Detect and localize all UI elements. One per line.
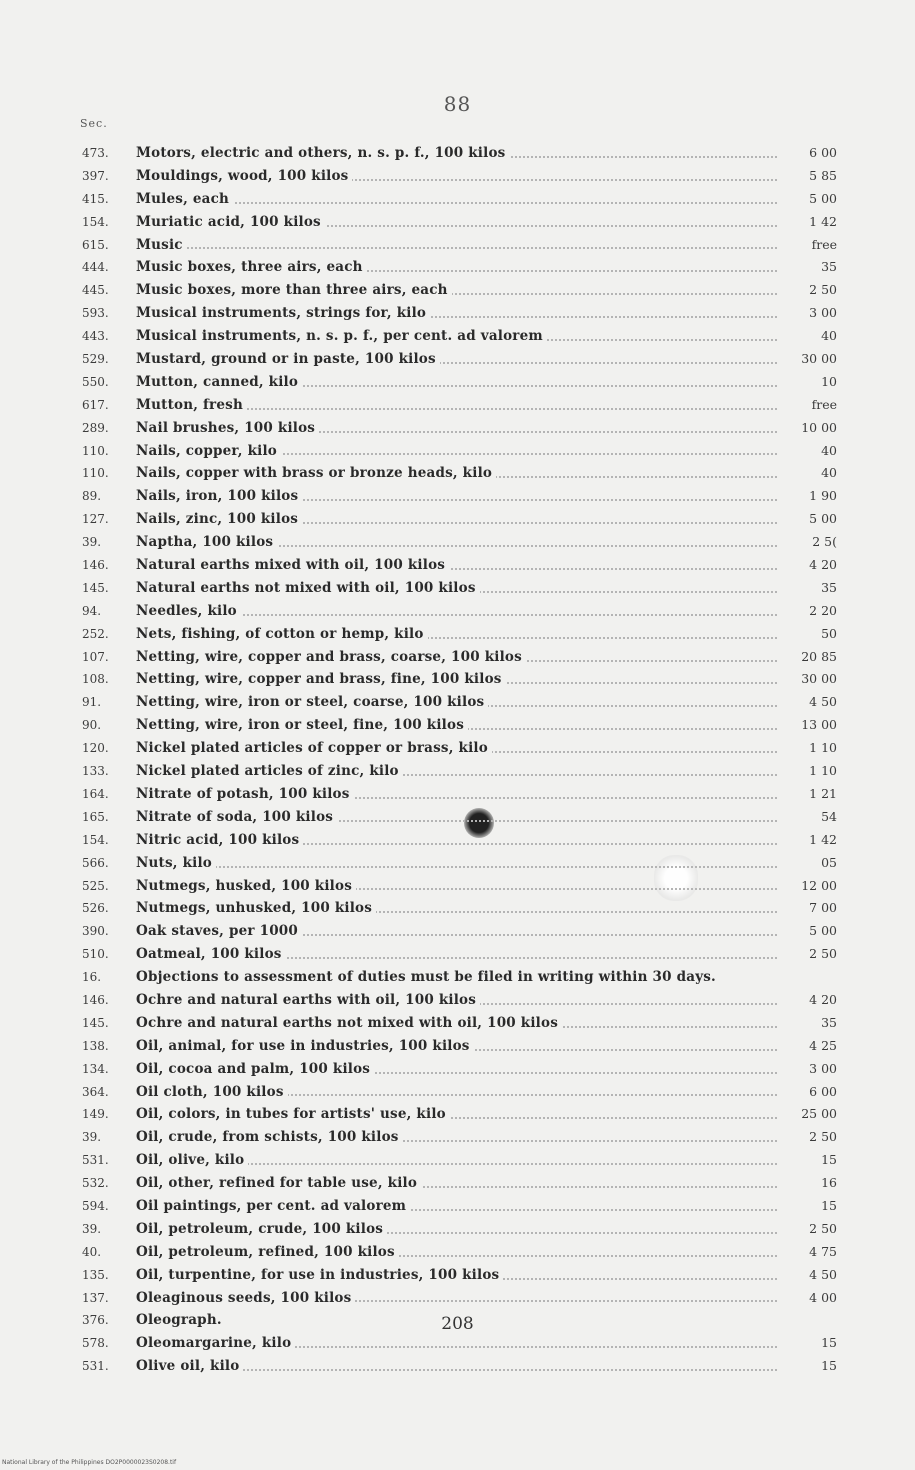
tariff-entry-row bbox=[0, 1264, 915, 1287]
entry-duty-rate: 13 00 bbox=[777, 714, 837, 737]
tariff-entry-row bbox=[0, 394, 915, 417]
entry-description bbox=[136, 1264, 833, 1287]
entry-section-number: 526. bbox=[82, 901, 109, 916]
entry-description-text: Natural earths not mixed with oil, 100 kilos bbox=[136, 580, 480, 596]
entry-section-number: 39. bbox=[82, 535, 102, 550]
entry-description-text: Nails, iron, 100 kilos bbox=[136, 488, 302, 504]
entry-description-text: Mouldings, wood, 100 kilos bbox=[136, 168, 352, 184]
entry-description-text: Music boxes, three airs, each bbox=[136, 259, 367, 275]
entry-duty-rate: 2 5( bbox=[777, 531, 837, 554]
entry-description-text: Netting, wire, iron or steel, fine, 100 kilos bbox=[136, 717, 468, 733]
entry-duty-rate: 40 bbox=[777, 462, 837, 485]
entry-description bbox=[136, 1172, 833, 1195]
tariff-entry-row bbox=[0, 531, 915, 554]
entry-duty-rate: 35 bbox=[777, 1012, 837, 1035]
entry-section-number: 566. bbox=[82, 855, 109, 870]
entry-section-number: 617. bbox=[82, 397, 109, 412]
entry-duty-rate: 2 50 bbox=[777, 943, 837, 966]
tariff-entry-row bbox=[0, 508, 915, 531]
entry-duty-rate: 3 00 bbox=[777, 1058, 837, 1081]
entry-description bbox=[136, 1035, 833, 1058]
entry-section-number: 415. bbox=[82, 191, 109, 206]
entry-duty-rate: 2 50 bbox=[777, 1218, 837, 1241]
entry-description-text: Nickel plated articles of zinc, kilo bbox=[136, 763, 403, 779]
entry-section-number: 40. bbox=[82, 1244, 102, 1259]
entry-duty-rate: 4 50 bbox=[777, 1264, 837, 1287]
entry-description bbox=[136, 165, 833, 188]
entry-description-text: Oil, cocoa and palm, 100 kilos bbox=[136, 1061, 374, 1077]
entry-description-text: Nets, fishing, of cotton or hemp, kilo bbox=[136, 626, 428, 642]
entry-description-text: Needles, kilo bbox=[136, 603, 241, 619]
entry-section-number: 138. bbox=[82, 1038, 109, 1053]
entry-duty-rate: 40 bbox=[777, 325, 837, 348]
entry-description bbox=[136, 714, 833, 737]
entry-section-number: 16. bbox=[82, 970, 102, 985]
entry-description-text: Netting, wire, iron or steel, coarse, 100 kilos bbox=[136, 694, 488, 710]
tariff-entry-row bbox=[0, 348, 915, 371]
tariff-entry-list bbox=[0, 142, 915, 1378]
entry-section-number: 137. bbox=[82, 1290, 109, 1305]
entry-duty-rate: 35 bbox=[777, 577, 837, 600]
tariff-entry-row bbox=[0, 875, 915, 898]
entry-duty-rate: 1 90 bbox=[777, 485, 837, 508]
entry-section-number: 89. bbox=[82, 489, 102, 504]
tariff-entry-row bbox=[0, 302, 915, 325]
entry-description-text: Oleomargarine, kilo bbox=[136, 1335, 295, 1351]
entry-section-number: 594. bbox=[82, 1198, 109, 1213]
tariff-entry-row bbox=[0, 1287, 915, 1310]
entry-description-text: Musical instruments, strings for, kilo bbox=[136, 305, 430, 321]
entry-description-text: Netting, wire, copper and brass, coarse, 100 kilos bbox=[136, 649, 526, 665]
entry-duty-rate: 1 21 bbox=[777, 783, 837, 806]
tariff-entry-row bbox=[0, 806, 915, 829]
entry-description bbox=[136, 508, 833, 531]
entry-description-text: Nutmegs, unhusked, 100 kilos bbox=[136, 900, 376, 916]
entry-description-text: Oil cloth, 100 kilos bbox=[136, 1084, 288, 1100]
tariff-entry-row bbox=[0, 1172, 915, 1195]
entry-description-text: Oil, turpentine, for use in industries, 100 kilos bbox=[136, 1267, 503, 1283]
tariff-entry-row bbox=[0, 1081, 915, 1104]
entry-duty-rate: 30 00 bbox=[777, 348, 837, 371]
entry-duty-rate: 1 42 bbox=[777, 829, 837, 852]
entry-duty-rate: 30 00 bbox=[777, 668, 837, 691]
entry-section-number: 578. bbox=[82, 1336, 109, 1351]
tariff-entry-row bbox=[0, 485, 915, 508]
entry-description-text: Oatmeal, 100 kilos bbox=[136, 946, 286, 962]
entry-description-text: Oleaginous seeds, 100 kilos bbox=[136, 1290, 355, 1306]
entry-description bbox=[136, 1309, 833, 1332]
entry-description-text: Muriatic acid, 100 kilos bbox=[136, 214, 325, 230]
entry-description-text: Mutton, canned, kilo bbox=[136, 374, 302, 390]
entry-duty-rate: 50 bbox=[777, 623, 837, 646]
entry-description-text: Oil, colors, in tubes for artists' use, kilo bbox=[136, 1106, 450, 1122]
entry-description bbox=[136, 577, 833, 600]
tariff-entry-row bbox=[0, 920, 915, 943]
entry-description bbox=[136, 394, 833, 417]
tariff-entry-row bbox=[0, 943, 915, 966]
tariff-entry-row bbox=[0, 897, 915, 920]
entry-section-number: 110. bbox=[82, 443, 109, 458]
entry-description bbox=[136, 1103, 833, 1126]
entry-duty-rate: 4 75 bbox=[777, 1241, 837, 1264]
entry-description-text: Nails, copper with brass or bronze heads, kilo bbox=[136, 465, 496, 481]
entry-section-number: 145. bbox=[82, 580, 109, 595]
entry-section-number: 397. bbox=[82, 168, 109, 183]
entry-description-text: Nails, zinc, 100 kilos bbox=[136, 511, 302, 527]
entry-duty-rate: 1 10 bbox=[777, 760, 837, 783]
entry-description bbox=[136, 462, 833, 485]
entry-description-text: Netting, wire, copper and brass, fine, 100 kilos bbox=[136, 671, 506, 687]
entry-description-text: Olive oil, kilo bbox=[136, 1358, 243, 1374]
entry-section-number: 39. bbox=[82, 1221, 102, 1236]
entry-duty-rate: 15 bbox=[777, 1195, 837, 1218]
entry-description bbox=[136, 440, 833, 463]
entry-description-text: Nickel plated articles of copper or brass, kilo bbox=[136, 740, 492, 756]
entry-section-number: 90. bbox=[82, 718, 102, 733]
tariff-entry-row bbox=[0, 417, 915, 440]
entry-section-number: 252. bbox=[82, 626, 109, 641]
entry-section-number: 91. bbox=[82, 695, 102, 710]
entry-section-number: 289. bbox=[82, 420, 109, 435]
entry-description bbox=[136, 623, 833, 646]
entry-description bbox=[136, 737, 833, 760]
entry-section-number: 154. bbox=[82, 832, 109, 847]
entry-section-number: 376. bbox=[82, 1313, 109, 1328]
entry-duty-rate: 7 00 bbox=[777, 897, 837, 920]
entry-description-text: Nitrate of potash, 100 kilos bbox=[136, 786, 354, 802]
entry-description-text: Oak staves, per 1000 bbox=[136, 923, 302, 939]
tariff-entry-row bbox=[0, 966, 915, 989]
entry-duty-rate: 54 bbox=[777, 806, 837, 829]
entry-section-number: 473. bbox=[82, 146, 109, 160]
entry-description-text: Oleograph. bbox=[136, 1312, 226, 1328]
entry-section-number: 146. bbox=[82, 992, 109, 1007]
tariff-entry-row bbox=[0, 623, 915, 646]
entry-description bbox=[136, 1149, 833, 1172]
tariff-entry-row bbox=[0, 691, 915, 714]
entry-section-number: 531. bbox=[82, 1153, 109, 1168]
entry-duty-rate: 1 10 bbox=[777, 737, 837, 760]
entry-section-number: 444. bbox=[82, 260, 109, 275]
tariff-entry-row bbox=[0, 577, 915, 600]
entry-description-text: Oil, crude, from schists, 100 kilos bbox=[136, 1129, 403, 1145]
page-footer-number: 208 bbox=[441, 1314, 474, 1334]
entry-description bbox=[136, 966, 833, 989]
entry-section-number: 525. bbox=[82, 878, 109, 893]
tariff-entry-row bbox=[0, 829, 915, 852]
tariff-entry-row bbox=[0, 1332, 915, 1355]
entry-section-number: 135. bbox=[82, 1267, 109, 1282]
tariff-entry-row bbox=[0, 142, 915, 165]
entry-description-text: Motors, electric and others, n. s. p. f., 100 kilos bbox=[136, 145, 509, 161]
entry-duty-rate: 2 50 bbox=[777, 279, 837, 302]
entry-duty-rate: 40 bbox=[777, 440, 837, 463]
tariff-entry-row bbox=[0, 646, 915, 669]
entry-description bbox=[136, 668, 833, 691]
entry-section-number: 550. bbox=[82, 374, 109, 389]
entry-description bbox=[136, 142, 833, 165]
entry-section-number: 134. bbox=[82, 1061, 109, 1076]
entry-description bbox=[136, 943, 833, 966]
entry-description bbox=[136, 1012, 833, 1035]
entry-description bbox=[136, 1332, 833, 1355]
entry-duty-rate: 12 00 bbox=[777, 875, 837, 898]
tariff-entry-row bbox=[0, 234, 915, 257]
entry-description bbox=[136, 1355, 833, 1378]
entry-description-text: Music boxes, more than three airs, each bbox=[136, 282, 452, 298]
entry-duty-rate: 2 20 bbox=[777, 600, 837, 623]
tariff-entry-row bbox=[0, 714, 915, 737]
entry-duty-rate: 15 bbox=[777, 1149, 837, 1172]
entry-description bbox=[136, 989, 833, 1012]
entry-description bbox=[136, 875, 833, 898]
entry-description-text: Natural earths mixed with oil, 100 kilos bbox=[136, 557, 449, 573]
entry-description bbox=[136, 829, 833, 852]
entry-section-number: 529. bbox=[82, 352, 109, 367]
entry-description-text: Oil paintings, per cent. ad valorem bbox=[136, 1198, 410, 1214]
entry-section-number: 107. bbox=[82, 649, 109, 664]
entry-description bbox=[136, 646, 833, 669]
entry-section-number: 154. bbox=[82, 214, 109, 229]
tariff-entry-row bbox=[0, 188, 915, 211]
entry-description bbox=[136, 691, 833, 714]
entry-description-text: Nail brushes, 100 kilos bbox=[136, 420, 319, 436]
entry-description-text: Music bbox=[136, 237, 187, 253]
entry-duty-rate: 10 00 bbox=[777, 417, 837, 440]
entry-description bbox=[136, 1195, 833, 1218]
entry-description-text: Nails, copper, kilo bbox=[136, 443, 281, 459]
entry-description bbox=[136, 256, 833, 279]
entry-duty-rate: 6 00 bbox=[777, 142, 837, 165]
tariff-entry-row bbox=[0, 1058, 915, 1081]
entry-description-text: Mustard, ground or in paste, 100 kilos bbox=[136, 351, 440, 367]
entry-duty-rate: 15 bbox=[777, 1355, 837, 1378]
tariff-entry-row bbox=[0, 1355, 915, 1378]
entry-section-number: 443. bbox=[82, 329, 109, 344]
entry-description bbox=[136, 783, 833, 806]
entry-duty-rate: 4 00 bbox=[777, 1287, 837, 1310]
entry-description-text: Ochre and natural earths not mixed with oil, 100 kilos bbox=[136, 1015, 562, 1031]
entry-duty-rate: 4 20 bbox=[777, 554, 837, 577]
entry-description bbox=[136, 279, 833, 302]
page-header-number: 88 bbox=[443, 92, 472, 116]
entry-section-number: 615. bbox=[82, 237, 109, 252]
entry-section-number: 110. bbox=[82, 466, 109, 481]
tariff-entry-row bbox=[0, 1309, 915, 1332]
tariff-entry-row bbox=[0, 371, 915, 394]
entry-section-number: 164. bbox=[82, 786, 109, 801]
entry-description bbox=[136, 348, 833, 371]
entry-duty-rate: 05 bbox=[777, 852, 837, 875]
tariff-entry-row bbox=[0, 1218, 915, 1241]
entry-section-number: 145. bbox=[82, 1015, 109, 1030]
entry-description bbox=[136, 234, 833, 257]
entry-section-number: 149. bbox=[82, 1107, 109, 1122]
entry-description bbox=[136, 1126, 833, 1149]
entry-duty-rate: 1 42 bbox=[777, 211, 837, 234]
entry-description-text: Oil, petroleum, refined, 100 kilos bbox=[136, 1244, 399, 1260]
tariff-entry-row bbox=[0, 279, 915, 302]
entry-duty-rate: 5 00 bbox=[777, 920, 837, 943]
entry-section-number: 593. bbox=[82, 306, 109, 321]
entry-description-text: Objections to assessment of duties must be filed in writing within 30 days. bbox=[136, 969, 720, 985]
entry-section-number: 531. bbox=[82, 1359, 109, 1374]
entry-section-number: 108. bbox=[82, 672, 109, 687]
entry-description bbox=[136, 554, 833, 577]
entry-section-number: 510. bbox=[82, 947, 109, 962]
entry-description bbox=[136, 1058, 833, 1081]
entry-duty-rate: 35 bbox=[777, 256, 837, 279]
entry-duty-rate: 16 bbox=[777, 1172, 837, 1195]
entry-section-number: 94. bbox=[82, 603, 102, 618]
entry-duty-rate: 5 85 bbox=[777, 165, 837, 188]
scan-credit: National Library of the Philippines DO2P0000023S0208.tif bbox=[2, 1459, 177, 1466]
tariff-entry-row bbox=[0, 1195, 915, 1218]
entry-description-text: Nuts, kilo bbox=[136, 855, 216, 871]
entry-section-number: 532. bbox=[82, 1176, 109, 1191]
entry-duty-rate: 6 00 bbox=[777, 1081, 837, 1104]
entry-section-number: 165. bbox=[82, 809, 109, 824]
entry-description bbox=[136, 211, 833, 234]
tariff-entry-row bbox=[0, 600, 915, 623]
entry-description-text: Oil, other, refined for table use, kilo bbox=[136, 1175, 421, 1191]
entry-duty-rate: free bbox=[777, 394, 837, 417]
tariff-entry-row bbox=[0, 989, 915, 1012]
section-column-heading: Sec. bbox=[80, 117, 108, 130]
tariff-entry-row bbox=[0, 783, 915, 806]
tariff-entry-row bbox=[0, 1149, 915, 1172]
entry-description-text: Nutmegs, husked, 100 kilos bbox=[136, 878, 356, 894]
tariff-entry-row bbox=[0, 668, 915, 691]
tariff-entry-row bbox=[0, 1012, 915, 1035]
entry-description bbox=[136, 1218, 833, 1241]
entry-section-number: 445. bbox=[82, 283, 109, 298]
entry-section-number: 39. bbox=[82, 1130, 102, 1145]
tariff-entry-row bbox=[0, 852, 915, 875]
entry-description-text: Ochre and natural earths with oil, 100 kilos bbox=[136, 992, 480, 1008]
entry-duty-rate: 3 00 bbox=[777, 302, 837, 325]
entry-description bbox=[136, 1287, 833, 1310]
tariff-entry-row bbox=[0, 325, 915, 348]
entry-duty-rate: 4 20 bbox=[777, 989, 837, 1012]
tariff-entry-row bbox=[0, 554, 915, 577]
entry-description-text: Mules, each bbox=[136, 191, 233, 207]
tariff-entry-row bbox=[0, 1103, 915, 1126]
entry-description bbox=[136, 760, 833, 783]
entry-description-text: Oil, animal, for use in industries, 100 kilos bbox=[136, 1038, 474, 1054]
entry-description-text: Oil, petroleum, crude, 100 kilos bbox=[136, 1221, 387, 1237]
entry-description-text: Nitric acid, 100 kilos bbox=[136, 832, 303, 848]
entry-description-text: Nitrate of soda, 100 kilos bbox=[136, 809, 337, 825]
entry-description bbox=[136, 302, 833, 325]
entry-section-number: 120. bbox=[82, 741, 109, 756]
tariff-entry-row bbox=[0, 1126, 915, 1149]
entry-section-number: 390. bbox=[82, 924, 109, 939]
tariff-entry-row bbox=[0, 165, 915, 188]
entry-description bbox=[136, 806, 833, 829]
tariff-entry-row bbox=[0, 760, 915, 783]
entry-description bbox=[136, 897, 833, 920]
entry-section-number: 133. bbox=[82, 764, 109, 779]
entry-description-text: Oil, olive, kilo bbox=[136, 1152, 248, 1168]
tariff-entry-row bbox=[0, 440, 915, 463]
tariff-entry-row bbox=[0, 1241, 915, 1264]
entry-duty-rate: 2 50 bbox=[777, 1126, 837, 1149]
entry-duty-rate: 5 00 bbox=[777, 508, 837, 531]
entry-description bbox=[136, 1081, 833, 1104]
entry-section-number: 146. bbox=[82, 558, 109, 573]
entry-description bbox=[136, 485, 833, 508]
entry-duty-rate: 10 bbox=[777, 371, 837, 394]
entry-section-number: 364. bbox=[82, 1084, 109, 1099]
entry-duty-rate: 4 25 bbox=[777, 1035, 837, 1058]
entry-description bbox=[136, 1241, 833, 1264]
entry-description bbox=[136, 600, 833, 623]
entry-duty-rate: 20 85 bbox=[777, 646, 837, 669]
entry-description bbox=[136, 417, 833, 440]
entry-description bbox=[136, 188, 833, 211]
tariff-entry-row bbox=[0, 211, 915, 234]
entry-duty-rate: 15 bbox=[777, 1332, 837, 1355]
entry-description-text: Mutton, fresh bbox=[136, 397, 247, 413]
entry-duty-rate: 5 00 bbox=[777, 188, 837, 211]
tariff-entry-row bbox=[0, 1035, 915, 1058]
entry-description-text: Musical instruments, n. s. p. f., per cent. ad valorem bbox=[136, 328, 547, 344]
entry-description bbox=[136, 371, 833, 394]
entry-description bbox=[136, 325, 833, 348]
tariff-entry-row bbox=[0, 737, 915, 760]
entry-duty-rate: free bbox=[777, 234, 837, 257]
entry-description bbox=[136, 852, 833, 875]
entry-description-text: Naptha, 100 kilos bbox=[136, 534, 277, 550]
entry-description bbox=[136, 531, 833, 554]
tariff-entry-row bbox=[0, 256, 915, 279]
entry-description bbox=[136, 920, 833, 943]
tariff-entry-row bbox=[0, 462, 915, 485]
entry-section-number: 127. bbox=[82, 512, 109, 527]
entry-duty-rate: 4 50 bbox=[777, 691, 837, 714]
entry-duty-rate: 25 00 bbox=[777, 1103, 837, 1126]
